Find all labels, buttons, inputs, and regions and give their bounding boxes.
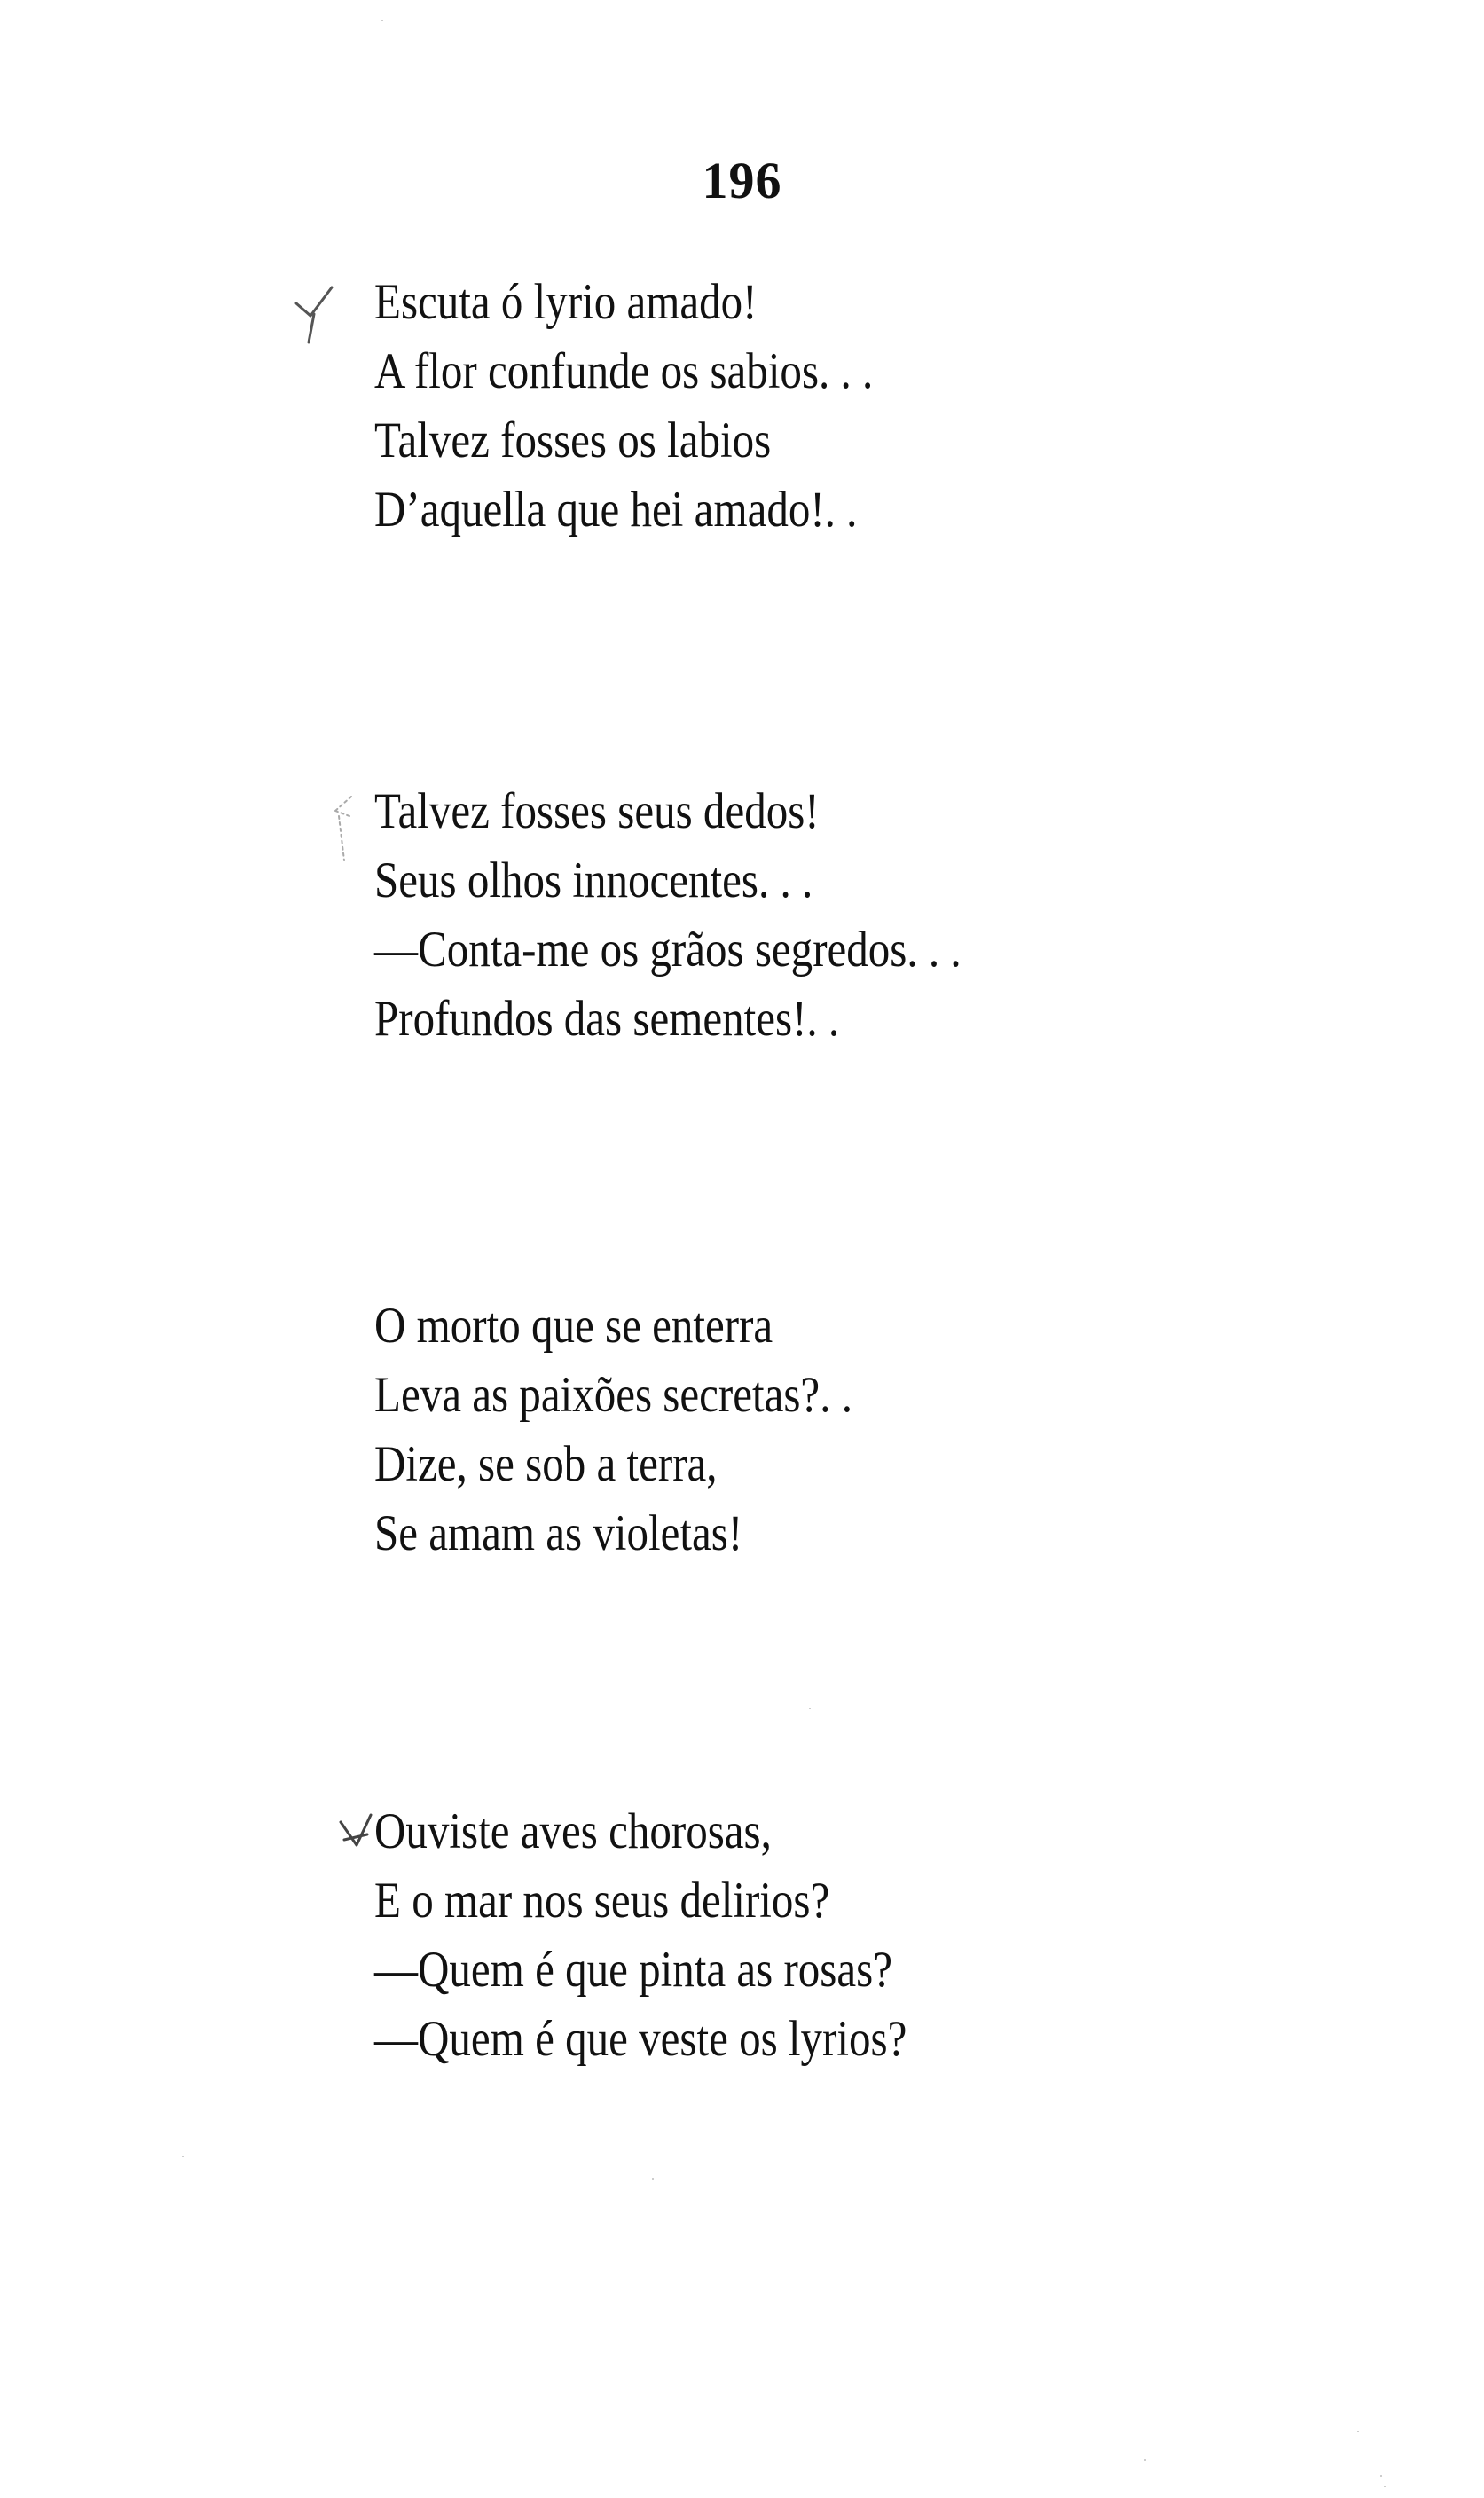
verse-line: O morto que se enterra [374, 1298, 773, 1354]
stanza-1 [374, 268, 954, 545]
pencil-x-mark-icon [335, 1810, 376, 1850]
paper-speck [652, 2178, 654, 2180]
verse-line: Dize, se sob a terra, [374, 1436, 718, 1492]
verse-line: Talvez fosses seus dedos! [374, 783, 820, 839]
paper-speck [1144, 2459, 1146, 2461]
pencil-check-mark-icon [293, 284, 346, 346]
stanza-3 [374, 1292, 930, 1568]
paper-speck [1357, 2431, 1359, 2432]
faint-pencil-mark-icon [325, 789, 369, 869]
verse-line: Leva as paixões secretas?. . [374, 1367, 852, 1423]
verse-line: Seus olhos innocentes. . . [374, 852, 813, 908]
verse-line: Talvez fosses os labios [374, 412, 772, 468]
verse-line: —Conta-me os grãos segredos. . . [374, 922, 962, 978]
paper-speck [381, 20, 383, 21]
stanza-4 [374, 1797, 993, 2074]
verse-line: D’aquella que hei amado!. . [374, 482, 858, 538]
stanza-2 [374, 777, 1056, 1054]
verse-line: A flor confunde os sabios. . . [374, 343, 874, 399]
verse-line: Ouviste aves chorosas, [374, 1803, 772, 1859]
verse-line: Profundos das sementes!. . [374, 991, 840, 1047]
paper-speck [809, 1708, 811, 1709]
verse-line: Escuta ó lyrio amado! [374, 274, 758, 330]
paper-speck [182, 2156, 184, 2157]
paper-speck [1384, 2486, 1386, 2487]
verse-line: E o mar nos seus delirios? [374, 1873, 830, 1928]
verse-line: —Quem é que pinta as rosas? [374, 1942, 892, 1998]
paper-speck [1380, 2475, 1382, 2477]
page-number: 196 [702, 152, 782, 209]
verse-line: Se amam as violetas! [374, 1505, 743, 1561]
verse-line: —Quem é que veste os lyrios? [374, 2011, 907, 2067]
